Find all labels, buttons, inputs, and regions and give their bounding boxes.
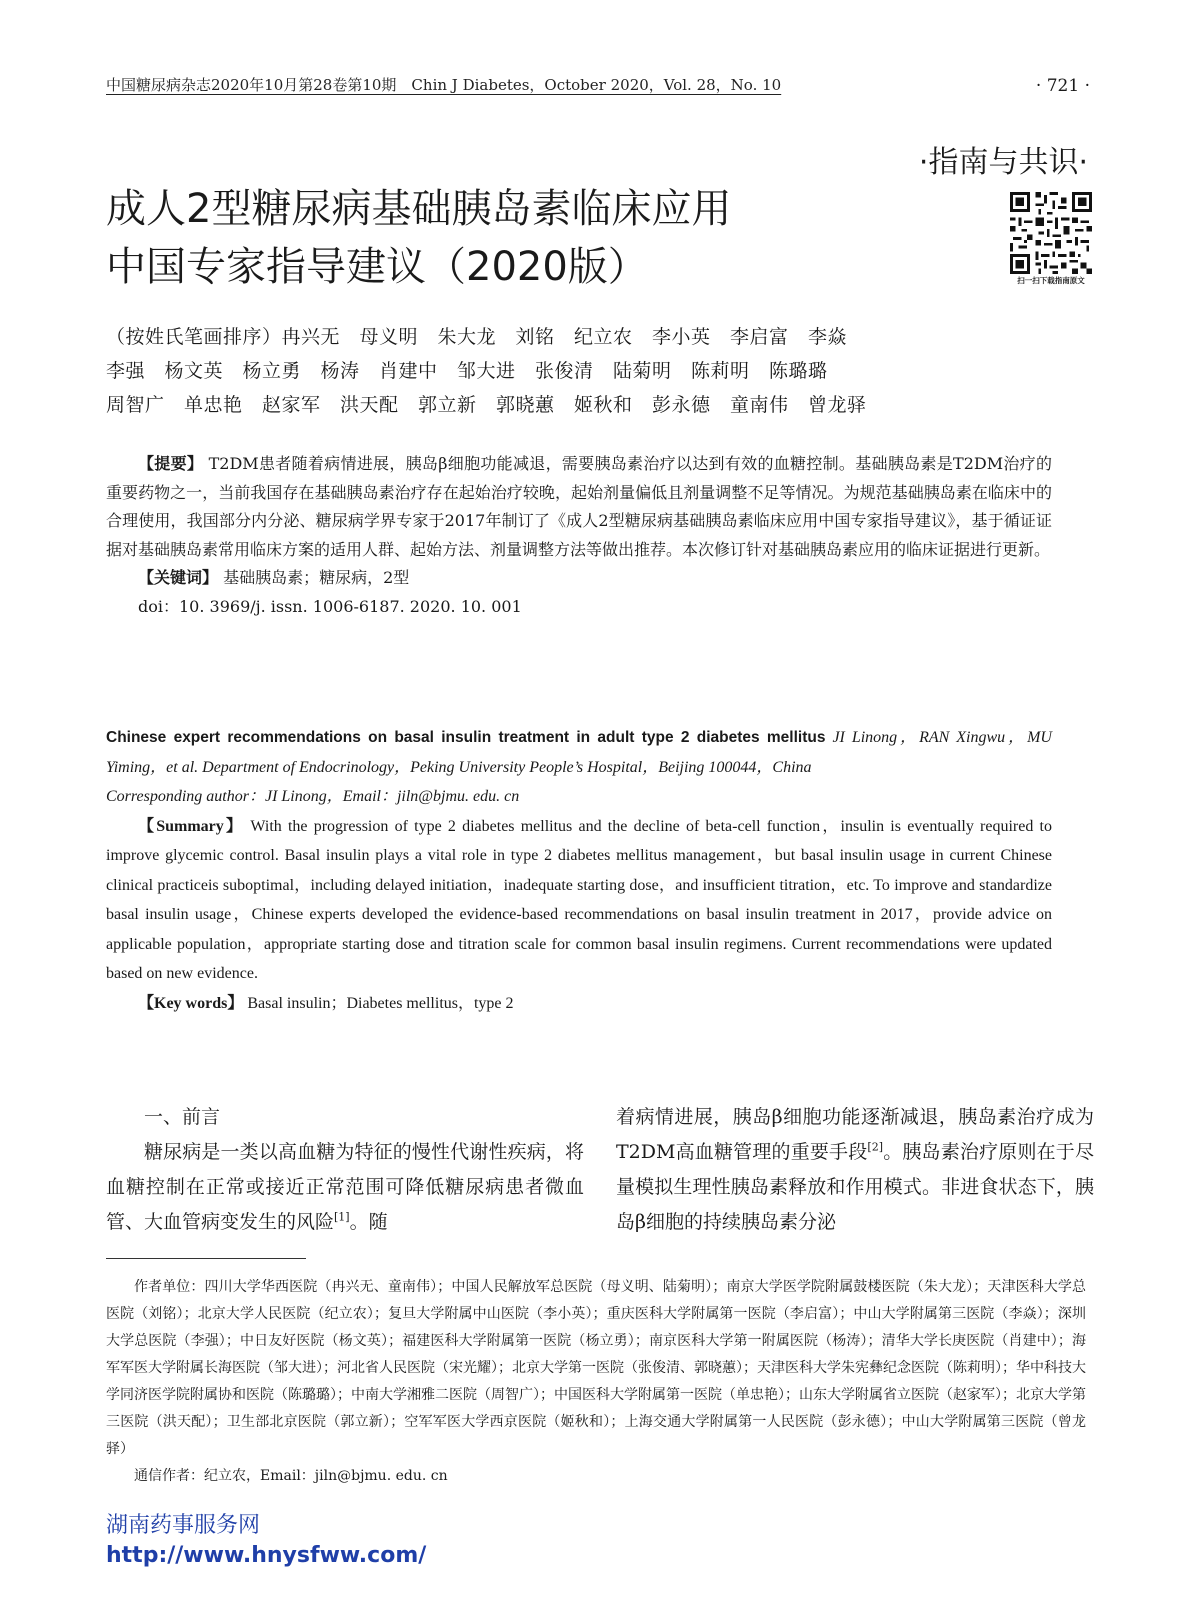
author-list [106,320,1116,422]
reference-1[interactable]: [1] [334,1210,350,1224]
en-corresponding: Corresponding author：JI Linong，Email：jiln@bjmu. edu. cn [106,788,520,805]
zh-keywords-text: 基础胰岛素；糖尿病，2型 [223,568,410,587]
reference-2[interactable]: [2] [867,1140,884,1154]
en-byline: JI Linong，RAN Xingwu，MU Yiming，et al. Department of Endocrinology，Peking University People’s Hospital，Beijing 100044，China [106,729,1052,776]
page-number: · 721 · [1035,76,1090,96]
qr-caption: 扫一扫下载指南原文 [1017,276,1085,285]
en-keywords-text: Basal insulin；Diabetes mellitus，type 2 [247,994,514,1012]
body-column-right [616,1100,1094,1240]
en-summary-text: With the progression of type 2 diabetes mellitus and the decline of beta-cell function，insulin is eventually required to improve glycemic control. Basal insulin plays a vital role in type 2 diabetes mellitus management，but basal insulin usage in current Chinese clinical practiceis suboptimal，including delayed initiation，inadequate starting dose，and insufficient titration，etc. To improve and standardize basal insulin usage，Chinese experts developed the evidence-based recommendations on basal insulin treatment in 2017，provide advice on applicable population，appropriate starting dose and titration scale for common basal insulin regimens. Current recommendations were updated based on new evidence. [106,817,1053,982]
intro-tail-right: 。胰岛素治疗原则在于尽量模拟生理性胰岛素释放和作用模式。非进食状态下，胰岛β细胞的持续胰岛素分泌 [616,1141,1094,1233]
title-line-1: 成人2型糖尿病基础胰岛素临床应用 [106,186,732,232]
intro-paragraph-left [106,1135,584,1240]
article-title [106,180,731,296]
en-keywords-label: 【Key words】 [138,994,244,1012]
zh-keywords [106,564,1052,593]
intro-text-left: 糖尿病是一类以高血糖为特征的慢性代谢性疾病，将血糖控制在正常或接近正常范围可降低糖尿病患者微血管、大血管病变发生的风险 [106,1141,584,1233]
en-summary [106,812,1052,989]
qr-code-icon[interactable] [1010,192,1092,274]
author-line-3: 周智广 单忠艳 赵家军 洪天配 郭立新 郭晓蕙 姬秋和 彭永德 童南伟 曾龙驿 [106,394,867,416]
watermark-site-name: 湖南药事服务网 [106,1513,261,1538]
footnote [106,1274,1086,1490]
zh-summary-label: 【提要】 [138,454,204,473]
en-title-line [106,723,1052,782]
zh-summary-text: T2DM患者随着病情进展，胰岛β细胞功能减退，需要胰岛素治疗以达到有效的血糖控制。基础胰岛素是T2DM治疗的重要药物之一，当前我国存在基础胰岛素治疗存在起始治疗较晚，起始剂量偏低且剂量调整不足等情况。为规范基础胰岛素在临床中的合理使用，我国部分内分泌、糖尿病学界专家于2017年制订了《成人2型糖尿病基础胰岛素临床应用中国专家指导建议》，基于循证证据对基础胰岛素常用临床方案的适用人群、起始方法、剂量调整方法等做出推荐。本次修订针对基础胰岛素应用的临床证据进行更新。 [106,454,1052,559]
intro-tail-left: 。随 [349,1211,388,1233]
zh-summary [106,450,1052,564]
zh-keywords-label: 【关键词】 [138,568,219,587]
footnote-divider [106,1258,306,1259]
section-heading: 一、前言 [144,1106,221,1128]
running-header: 中国糖尿病杂志2020年10月第28卷第10期 Chin J Diabetes，October 2020，Vol. 28，No. 10 [106,76,782,94]
column-tag: ·指南与共识· [918,145,1088,180]
author-line-1: （按姓氏笔画排序）冉兴无 母义明 朱大龙 刘铭 纪立农 李小英 李启富 李焱 [106,326,848,348]
watermark [106,1511,426,1571]
doi: doi：10. 3969/j. issn. 1006-6187. 2020. 10. 001 [138,596,522,616]
en-keywords [106,989,1052,1019]
author-line-2: 李强 杨文英 杨立勇 杨涛 肖建中 邹大进 张俊清 陆菊明 陈莉明 陈璐璐 [106,360,828,382]
en-title: Chinese expert recommendations on basal insulin treatment in adult type 2 diabetes mellitus [106,729,826,746]
en-summary-label: 【Summary】 [138,817,245,835]
chinese-abstract [106,450,1052,621]
intro-paragraph-right [616,1100,1094,1240]
title-line-2: 中国专家指导建议（2020版） [106,244,648,290]
affiliations: 作者单位：四川大学华西医院（冉兴无、童南伟）；中国人民解放军总医院（母义明、陆菊明）；南京大学医学院附属鼓楼医院（朱大龙）；天津医科大学总医院（刘铭）；北京大学人民医院（纪立农）；复旦大学附属中山医院（李小英）；重庆医科大学附属第一医院（李启富）；中山大学附属第三医院（李焱）；深圳大学总医院（李强）；中日友好医院（杨文英）；福建医科大学附属第一医院（杨立勇）；南京医科大学第一附属医院（杨涛）；清华大学长庚医院（肖建中）；海军军医大学附属长海医院（邹大进）；河北省人民医院（宋光耀）；北京大学第一医院（张俊清、郭晓蕙）；天津医科大学朱宪彝纪念医院（陈莉明）；华中科技大学同济医学院附属协和医院（陈璐璐）；中南大学湘雅二医院（周智广）；中国医科大学附属第一医院（单忠艳）；山东大学附属省立医院（赵家军）；北京大学第三医院（洪天配）；卫生部北京医院（郭立新）；空军军医大学西京医院（姬秋和）；上海交通大学附属第一人民医院（彭永德）；中山大学附属第三医院（曾龙驿） [106,1279,1086,1457]
watermark-url[interactable]: http://www.hnysfww.com/ [106,1543,427,1568]
body-column-left [106,1100,584,1240]
english-abstract [106,723,1052,1018]
correspondence: 通信作者：纪立农，Email：jiln@bjmu. edu. cn [134,1468,448,1484]
intro-text-right: 着病情进展，胰岛β细胞功能逐渐减退，胰岛素治疗成为T2DM高血糖管理的重要手段 [616,1106,1094,1163]
